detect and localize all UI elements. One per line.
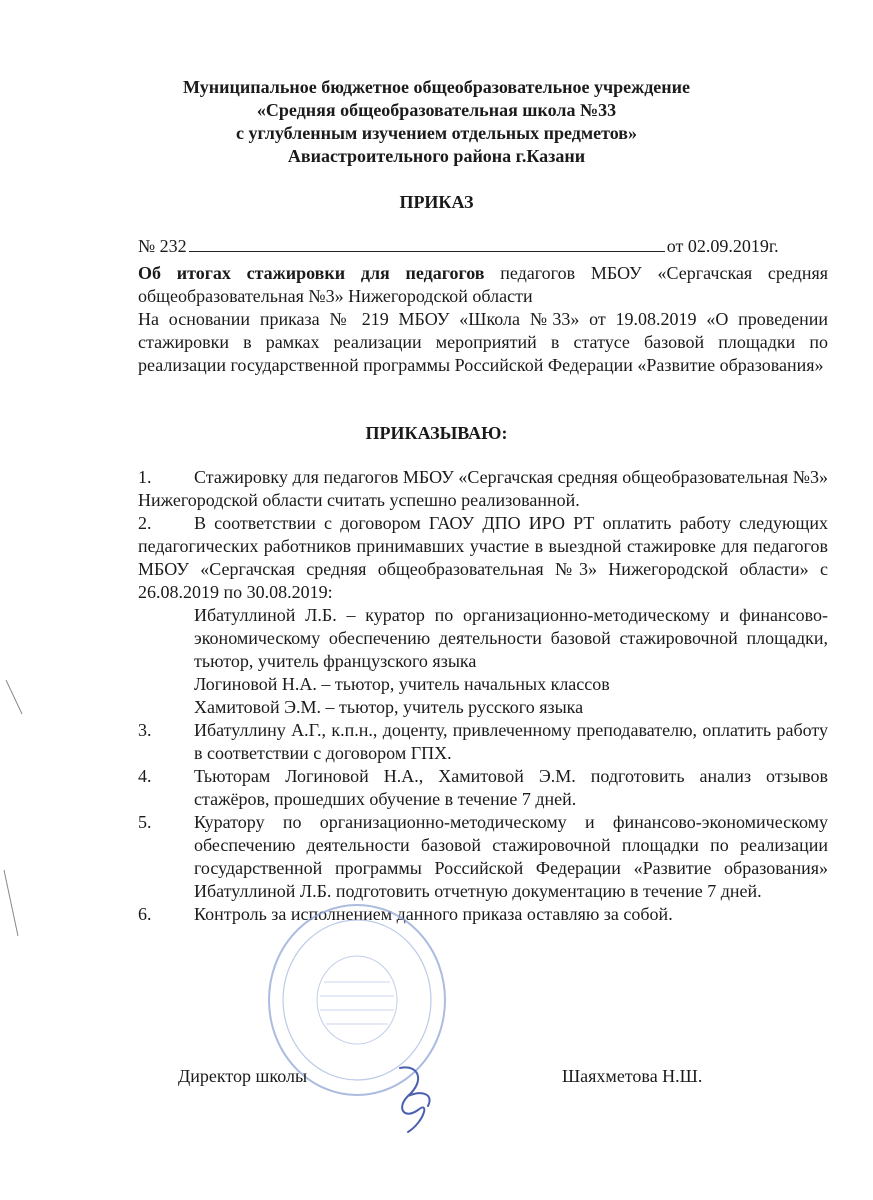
signatory-name: Шаяхметова Н.Ш.: [562, 1066, 703, 1086]
header-line-2: «Средняя общеобразовательная школа №33: [256, 100, 617, 120]
staff-list: [194, 604, 828, 719]
institution-header: [0, 76, 873, 168]
item-number: 4.: [138, 766, 152, 786]
order-number-line: [138, 235, 828, 258]
order-item: [138, 512, 828, 604]
director-signature: [378, 1060, 448, 1140]
item-text: Тьюторам Логиновой Н.А., Хамитовой Э.М. подготовить анализ отзывов стажёров, прошедших обучение в течение 7 дней.: [194, 766, 828, 809]
item-number: 2.: [138, 513, 152, 533]
signatory-position: Директор школы: [178, 1066, 308, 1086]
item-text: Стажировку для педагогов МБОУ «Сергачская средняя общеобразовательная №3» Нижегородской области считать успешно реализованной.: [138, 467, 828, 510]
item-text: Ибатуллину А.Г., к.п.н., доценту, привлеченному преподавателю, оплатить работу в соответствии с договором ГПХ.: [194, 720, 828, 763]
item-text: Контроль за исполнением данного приказа оставляю за собой.: [194, 904, 673, 924]
underline-blank: [189, 235, 665, 252]
document-title: ПРИКАЗ: [399, 192, 474, 212]
staff-entry: Ибатуллиной Л.Б. – куратор по организационно-методическому и финансово-экономическому обеспечению деятельности базовой стажировочной площадки, тьютор, учитель французского языка: [194, 605, 828, 671]
header-line-3: с углубленным изучением отдельных предметов»: [235, 123, 638, 143]
item-text: В соответствии с договором ГАОУ ДПО ИРО РТ оплатить работу следующих педагогических работников принимавших участие в выездной стажировке для педагогов МБОУ «Сергачская средняя общеобразовательная №3» Нижегородской области» с 26.08.2019 по 30.08.2019:: [138, 513, 828, 602]
item-number: 6.: [138, 904, 152, 924]
order-item: [138, 903, 828, 926]
order-directive-heading: ПРИКАЗЫВАЮ:: [365, 423, 508, 443]
order-subject: [138, 262, 828, 308]
subject-rest: педагогов МБОУ «Сергачская средняя общеобразовательная №3» Нижегородской области: [138, 263, 829, 306]
order-item: [138, 765, 828, 811]
item-number: 3.: [138, 720, 152, 740]
order-basis: На основании приказа № 219 МБОУ «Школа №33» от 19.08.2019 «О проведении стажировки в рамках реализации мероприятий в статусе базовой площадки по реализации государственной программы Российской Федерации «Развитие образования»: [138, 309, 828, 375]
item-text: Куратору по организационно-методическому и финансово-экономическому обеспечению деятельности базовой стажировочной площадки по реализации государственной программы Российской Федерации «Развитие образования» Ибатуллиной Л.Б. подготовить отчетную документацию в течение 7 дней.: [194, 812, 828, 901]
staff-entry: Логиновой Н.А. – тьютор, учитель начальных классов: [194, 674, 610, 694]
header-line-4: Авиастроительного района г.Казани: [287, 146, 586, 166]
order-item: [138, 466, 828, 512]
order-item: [138, 719, 828, 765]
scan-edge-marks: [0, 680, 30, 940]
item-number: 1.: [138, 467, 152, 487]
staff-entry: Хамитовой Э.М. – тьютор, учитель русского языка: [194, 697, 584, 717]
order-items: [138, 466, 828, 926]
order-number: № 232: [138, 236, 187, 256]
order-date: от 02.09.2019г.: [666, 236, 779, 256]
header-line-1: Муниципальное бюджетное общеобразовательное учреждение: [182, 77, 691, 97]
item-number: 5.: [138, 812, 152, 832]
subject-bold: Об итогах стажировки для педагогов: [138, 263, 485, 283]
order-item: [138, 811, 828, 903]
